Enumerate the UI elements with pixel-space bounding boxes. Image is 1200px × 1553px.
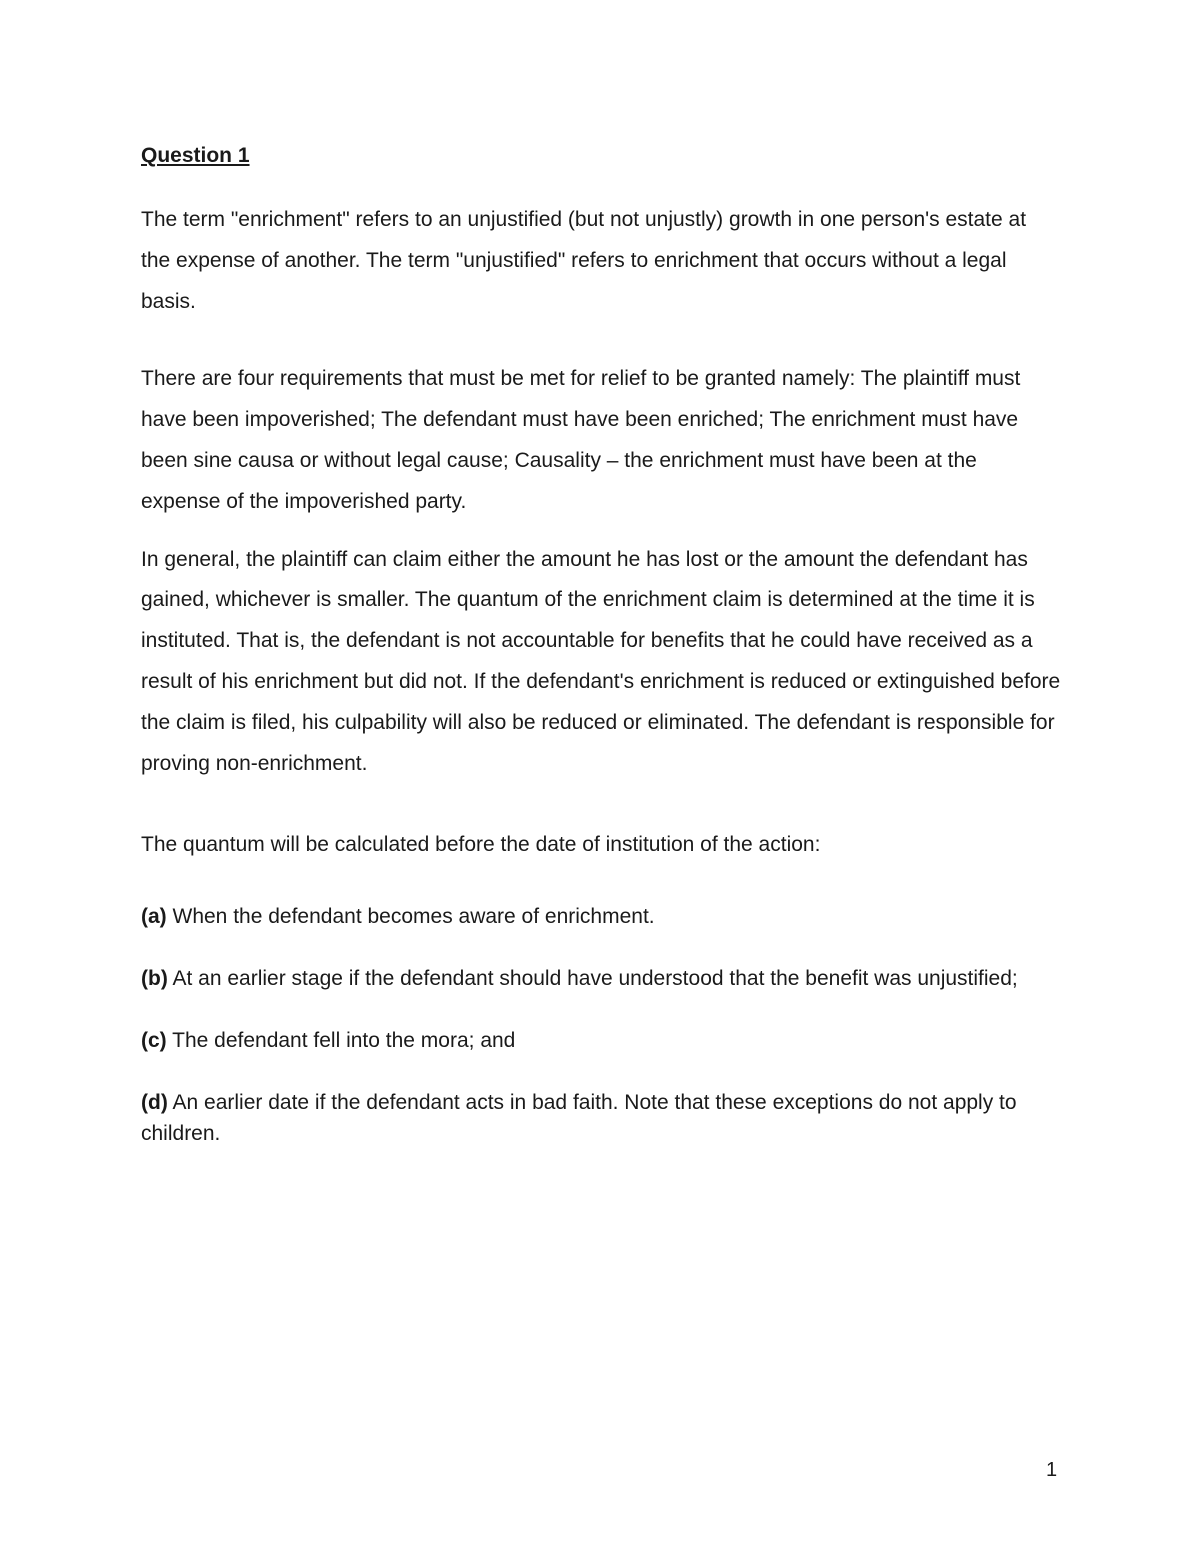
paragraph-definition: The term "enrichment" refers to an unjustified (but not unjustly) growth in one person's estate at the expense of another. The term "unjustified" refers to enrichment that occurs without a legal basis. (141, 208, 1027, 313)
page-number: 1 (1046, 1459, 1058, 1481)
list-item-text: An earlier date if the defendant acts in bad faith. Note that these exceptions do not apply to children. (141, 1091, 1017, 1146)
list-item-text: When the defendant becomes aware of enrichment. (166, 905, 655, 929)
list-item-label: (b) (141, 967, 168, 991)
list-item-text: The defendant fell into the mora; and (166, 1029, 516, 1053)
list-item-label: (c) (141, 1029, 167, 1053)
paragraph-calculation: The quantum will be calculated before the date of institution of the action: (141, 833, 821, 857)
paragraph-requirements: There are four requirements that must be met for relief to be granted namely: The plaintiff must have been impoverished; The defendant must have been enriched; The enrichment must have been sine causa or without legal cause; Causality – the enrichment must have been at the expense of the impoverished party. (141, 367, 1021, 513)
paragraph-quantum: In general, the plaintiff can claim either the amount he has lost or the amount the defendant has gained, whichever is smaller. The quantum of the enrichment claim is determined at the time it is instituted. That is, the defendant is not accountable for benefits that he could have received as a result of his enrichment but did not. If the defendant's enrichment is reduced or extinguished before the claim is filed, his culpability will also be reduced or eliminated. The defendant is responsible for proving non-enrichment. (141, 547, 1061, 775)
list-item-label: (d) (141, 1091, 168, 1115)
list-item-label: (a) (141, 905, 167, 929)
list-item (141, 901, 1061, 932)
list-item (141, 1025, 1061, 1056)
question-title: Question 1 (141, 144, 250, 167)
list-item-text: At an earlier stage if the defendant should have understood that the benefit was unjustified; (167, 967, 1018, 991)
document-body (141, 138, 1061, 1149)
list-item (141, 1087, 1061, 1149)
list-item (141, 963, 1061, 994)
